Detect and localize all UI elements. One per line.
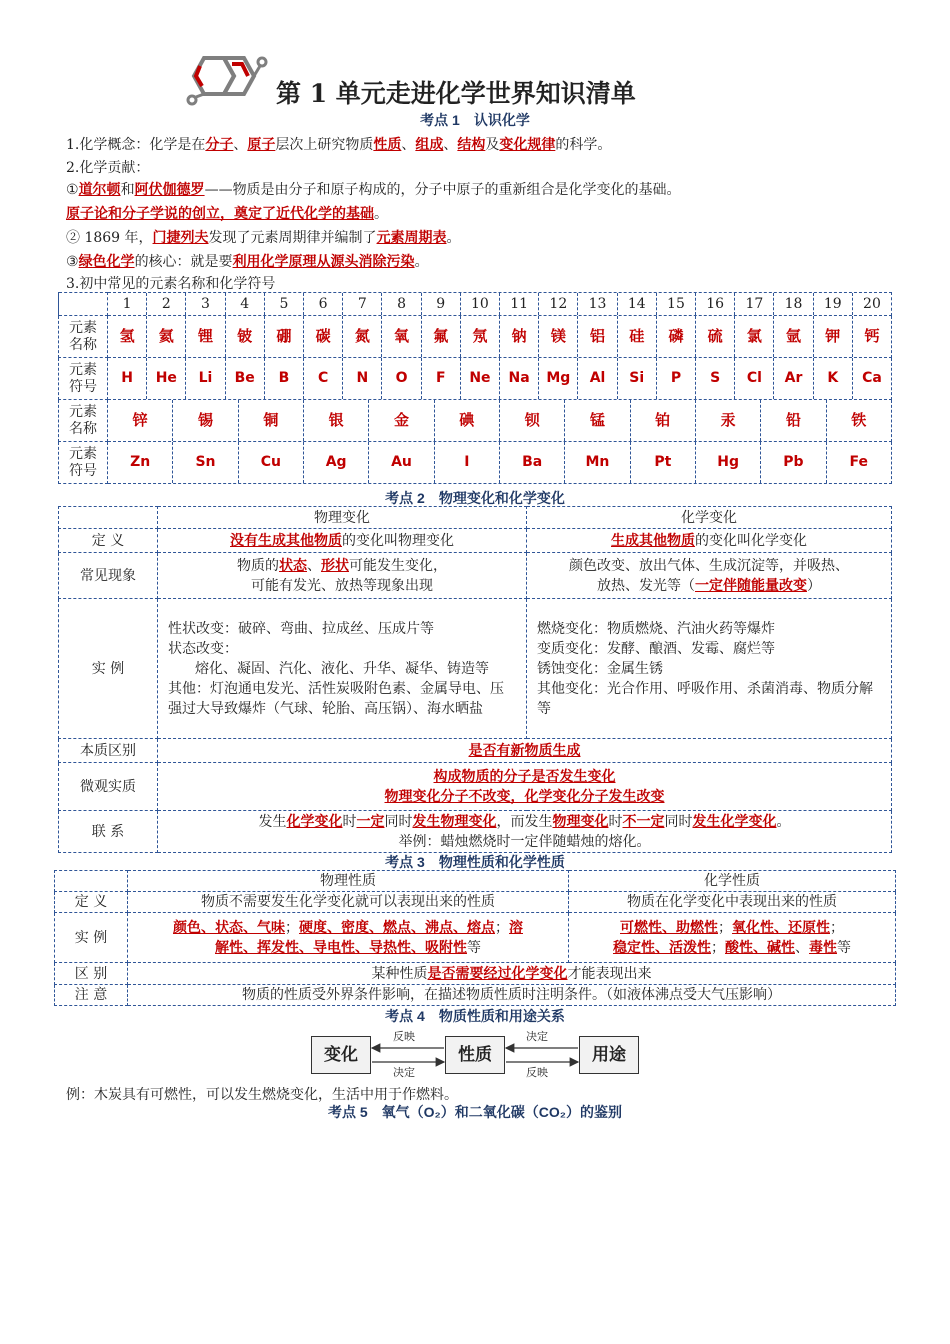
text-segment: ； (495, 919, 509, 936)
syms1-cell: H (121, 370, 133, 386)
names1-cell: 硅 (617, 316, 656, 357)
names2-cell: 汞 (695, 400, 760, 441)
numrow-cell: 15 (656, 293, 695, 315)
property-table (54, 870, 896, 1006)
text-segment: 时 (608, 813, 623, 830)
section-title-5: 考点 5 氧气（O₂）和二氧化碳（CO₂）的鉴别 (327, 1104, 622, 1120)
text-segment: 酸性、碱性 (725, 939, 795, 956)
box-use: 用途 (579, 1036, 639, 1074)
text-segment: 利用化学原理从源头消除污染 (232, 254, 415, 270)
numrow-cell: 16 (695, 293, 734, 315)
row-label: 元素 符号 (59, 358, 108, 400)
def-chem (527, 529, 892, 553)
syms1-cell: P (656, 358, 695, 399)
syms2-cell: Cu (238, 442, 303, 483)
label: 本质区别 (59, 739, 158, 763)
syms2-cell: Hg (695, 442, 760, 483)
names2-cell: 碘 (434, 400, 499, 441)
numrow-cell: 17 (734, 293, 773, 315)
text-segment: ——物质是由分子和原子构成的，分子中原子的重新组合是化学变化的基础。 (204, 182, 681, 198)
phen-phys: 物质的状态、形状可能发生变化， 可能有发光、放热等现象出现 (158, 553, 527, 599)
syms1-cell: Ca (852, 358, 891, 399)
syms2-cell: Pt (630, 442, 695, 483)
syms1-cell: Si (617, 358, 656, 399)
label-decide: 决定 (526, 1030, 548, 1043)
line-3 (66, 179, 681, 199)
names2-cell: 铜 (238, 400, 303, 441)
names2-cell: 锡 (172, 400, 237, 441)
text-segment: ； (718, 919, 732, 936)
page-title: 第 1 单元走进化学世界知识清单 (276, 79, 636, 108)
text-segment: 时 (342, 813, 357, 830)
numrow-cell: 13 (577, 293, 616, 315)
box-property: 性质 (445, 1036, 505, 1074)
text-segment: 、 (307, 557, 321, 574)
names1-cell: 氟 (421, 316, 460, 357)
numrow-cell: 10 (460, 293, 499, 315)
syms2-cell: Mn (564, 442, 629, 483)
text-segment: ① (66, 182, 79, 198)
names1-cell: 氦 (146, 316, 185, 357)
label-decide: 决定 (393, 1066, 415, 1079)
numrow-cell: 11 (499, 293, 538, 315)
label-reflect: 反映 (393, 1030, 415, 1043)
text-segment: 没有生成其他物质 (230, 532, 342, 549)
names1-cell: 硫 (695, 316, 734, 357)
names1-cell: 硼 (264, 316, 303, 357)
numrow-cell: 3 (185, 293, 224, 315)
names2-cell: 铂 (630, 400, 695, 441)
text-segment: 物质的 (237, 557, 279, 574)
numrow-cell: 2 (146, 293, 185, 315)
text-segment: 的变化叫物理变化 (342, 532, 454, 549)
names1-cell: 钠 (499, 316, 538, 357)
numrow-cell: 9 (421, 293, 460, 315)
text-segment: ； (711, 939, 725, 956)
syms2-cell: Fe (826, 442, 891, 483)
numrow-cell: 4 (225, 293, 264, 315)
element-number-row (59, 293, 892, 316)
text-segment: 阿伏伽德罗 (134, 182, 205, 198)
text-segment: 。 (414, 254, 429, 270)
section-title-4: 考点 4 物质性质和用途关系 (385, 1008, 565, 1024)
text-segment: 分子 (205, 137, 234, 153)
text-segment: 绿色化学 (78, 254, 135, 270)
text-segment: 溶 (509, 919, 523, 936)
text-segment: 同时 (384, 813, 413, 830)
text-segment: 道尔顿 (78, 182, 121, 198)
text-segment: 同时 (664, 813, 693, 830)
text-segment: 形状 (321, 557, 349, 574)
syms1-cell: B (264, 358, 303, 399)
syms2-cell: Ag (303, 442, 368, 483)
text-segment: 发生 (258, 813, 287, 830)
names1-cell: 镁 (538, 316, 577, 357)
k4-example: 例：木炭具有可燃性，可以发生燃烧变化，生活中用于作燃料。 (66, 1087, 458, 1103)
numrow-cell: 6 (303, 293, 342, 315)
text-segment: 可燃性、助燃性 (620, 919, 718, 936)
link: 发生化学变化时一定同时发生物理变化，而发生物理变化时不一定同时发生化学变化。 举例：蜡烛燃烧时一定伴随蜡烛的熔化。 (158, 811, 892, 853)
numrow-cell: 12 (538, 293, 577, 315)
syms1-cell: Mg (538, 358, 577, 399)
text-segment: ② 1869 年， (66, 230, 153, 246)
syms1-cell: Be (225, 358, 264, 399)
text-segment: 的核心：就是要 (134, 254, 233, 270)
text-segment: 发生物理变化 (412, 813, 497, 830)
line-6 (66, 251, 429, 271)
numrow-cell: 20 (852, 293, 891, 315)
row-label: 元素 名称 (59, 400, 108, 442)
note: 物质的性质受外界条件影响，在描述物质性质时注明条件。（如液体沸点受大气压影响） (128, 985, 896, 1006)
syms1-cell: Na (499, 358, 538, 399)
syms1-cell: C (303, 358, 342, 399)
text-segment: 的科学。 (555, 137, 612, 153)
text-segment: 、 (233, 137, 248, 153)
text-segment: 放热、发光等（ (597, 577, 695, 594)
text-segment: 、 (401, 137, 416, 153)
text-segment: 硬度、密度、燃点、沸点、熔点 (299, 919, 495, 936)
names1-cell: 氯 (734, 316, 773, 357)
def-chem: 物质在化学变化中表现出来的性质 (569, 892, 896, 913)
label: 常见现象 (59, 553, 158, 599)
names1-cell: 氖 (460, 316, 499, 357)
syms1-cell: Ar (773, 358, 812, 399)
numrow-cell: 1 (122, 296, 132, 312)
syms2-cell: Au (368, 442, 433, 483)
text-segment: 及 (485, 137, 500, 153)
numrow-cell: 7 (342, 293, 381, 315)
header-phys: 物理性质 (128, 871, 569, 892)
def-phys (158, 529, 527, 553)
syms2-cell: I (434, 442, 499, 483)
text-segment: 门捷列夫 (152, 230, 209, 246)
text-segment: 可能发生变化， (349, 557, 447, 574)
diff (128, 963, 896, 985)
element-table (58, 292, 892, 484)
header-chem: 化学变化 (527, 507, 892, 529)
text-segment: 结构 (457, 137, 486, 153)
micro: 构成物质的分子是否发生变化 物理变化分子不改变，化学变化分子发生改变 (158, 763, 892, 811)
syms1-cell: O (381, 358, 420, 399)
label: 联 系 (59, 811, 158, 853)
text-segment: 等 (467, 939, 481, 956)
syms1-cell: N (342, 358, 381, 399)
text-segment: 层次上研究物质 (275, 137, 374, 153)
text-segment: 某种性质 (371, 965, 428, 982)
text-segment: 是否需要经过化学变化 (427, 965, 568, 982)
text-segment: 变化规律 (499, 137, 556, 153)
text-segment: 颜色、状态、气味 (173, 919, 285, 936)
text-segment: 解性、挥发性、导电性、导热性、吸附性 (215, 939, 467, 956)
text-segment: ； (285, 919, 299, 936)
names1-cell: 碳 (303, 316, 342, 357)
names1-cell: 氧 (381, 316, 420, 357)
syms1-cell: S (695, 358, 734, 399)
text-segment: 1.化学概念：化学是在 (66, 137, 206, 153)
header-chem: 化学性质 (569, 871, 896, 892)
names1-cell: 磷 (656, 316, 695, 357)
text-segment: 生成其他物质 (611, 532, 695, 549)
label: 定 义 (59, 529, 158, 553)
names2-cell: 钡 (499, 400, 564, 441)
text-segment: 。 (446, 230, 461, 246)
numrow-cell: 19 (813, 293, 852, 315)
essence: 是否有新物质生成 (158, 739, 892, 763)
section-title-2: 考点 2 物理变化和化学变化 (385, 490, 565, 506)
text-segment: 、 (795, 939, 809, 956)
text-segment: 状态 (279, 557, 307, 574)
names2-cell: 银 (303, 400, 368, 441)
names1-cell: 钙 (852, 316, 891, 357)
label: 实 例 (59, 599, 158, 739)
numrow-cell: 8 (381, 293, 420, 315)
text-segment: 发生化学变化 (692, 813, 777, 830)
ex-phys: 性状改变：破碎、弯曲、拉成丝、压成片等 状态改变： 熔化、凝固、汽化、液化、升华、凝华、铸造等 其他：灯泡通电发光、活性炭吸附色素、金属导电、压强过大导致爆炸（气球、轮胎、高压锅）、海水晒盐 (158, 599, 527, 739)
names1-cell: 锂 (185, 316, 224, 357)
syms2-cell: Ba (499, 442, 564, 483)
header-phys: 物理变化 (158, 507, 527, 529)
numrow-cell: 14 (617, 293, 656, 315)
names1-cell: 氩 (773, 316, 812, 357)
line-4 (66, 203, 388, 223)
text-segment: ③ (66, 254, 79, 270)
line-7: 3.初中常见的元素名称和化学符号 (66, 276, 276, 292)
text-segment: 物理变化 (552, 813, 609, 830)
names1-cell: 氮 (342, 316, 381, 357)
syms1-cell: F (421, 358, 460, 399)
text-segment: 化学变化 (286, 813, 343, 830)
text-segment: 毒性 (809, 939, 837, 956)
text-segment: 。 (776, 813, 791, 830)
syms1-cell: Li (185, 358, 224, 399)
names2-cell: 锌 (132, 411, 148, 429)
names1-cell: 氢 (119, 327, 135, 345)
text-segment: 一定伴随能量改变 (695, 577, 807, 594)
line-5 (66, 227, 461, 247)
label-reflect: 反映 (526, 1066, 548, 1079)
text-segment: 组成 (415, 137, 444, 153)
text-segment: 元素周期表 (376, 230, 447, 246)
names1-cell: 钾 (813, 316, 852, 357)
text-segment: 不一定 (622, 813, 665, 830)
box-change: 变化 (311, 1036, 371, 1074)
syms1-cell: Al (577, 358, 616, 399)
section-title-3: 考点 3 物理性质和化学性质 (385, 854, 565, 870)
label: 实 例 (55, 913, 128, 963)
text-segment: 才能表现出来 (567, 965, 652, 982)
row-label: 元素 名称 (59, 316, 108, 358)
text-segment: 原子 (247, 137, 276, 153)
row-label: 元素 符号 (59, 442, 108, 484)
names1-cell: 铝 (577, 316, 616, 357)
text-segment: 氧化性、还原性 (732, 919, 830, 936)
line-1 (66, 134, 611, 154)
syms1-cell: Ne (460, 358, 499, 399)
names2-cell: 锰 (564, 400, 629, 441)
text-segment: 的变化叫化学变化 (695, 532, 807, 549)
syms2-cell: Zn (130, 454, 151, 470)
line-2: 2.化学贡献： (66, 160, 150, 176)
syms1-cell: Cl (734, 358, 773, 399)
text-segment: 、 (443, 137, 458, 153)
text-segment: 稳定性、活泼性 (613, 939, 711, 956)
text-segment: 原子论和分子学说的创立，奠定了近代化学的基础 (66, 206, 374, 222)
text-segment: 发现了元素周期律并编制了 (208, 230, 377, 246)
numrow-cell: 18 (773, 293, 812, 315)
syms2-cell: Sn (172, 442, 237, 483)
phen-chem: 颜色改变、放出气体、生成沉淀等，并吸热、 放热、发光等（一定伴随能量改变） (527, 553, 892, 599)
text-segment: ） (807, 577, 821, 594)
names2-cell: 金 (368, 400, 433, 441)
numrow-cell: 5 (264, 293, 303, 315)
names2-cell: 铁 (826, 400, 891, 441)
text-segment: ； (830, 919, 844, 936)
benzene-logo (178, 52, 274, 114)
names2-cell: 铅 (760, 400, 825, 441)
ex-chem (569, 913, 896, 963)
label: 注 意 (55, 985, 128, 1006)
label: 微观实质 (59, 763, 158, 811)
ex-chem: 燃烧变化：物质燃烧、汽油火药等爆炸 变质变化：发酵、酿酒、发霉、腐烂等 锈蚀变化：金属生锈 其他变化：光合作用、呼吸作用、杀菌消毒、物质分解等 (527, 599, 892, 739)
ex-phys (128, 913, 569, 963)
label: 定 义 (55, 892, 128, 913)
text-segment: ，而发生 (496, 813, 553, 830)
label: 区 别 (55, 963, 128, 985)
text-segment: 。 (374, 206, 388, 222)
section-title-1: 考点 1 认识化学 (420, 112, 530, 128)
names1-cell: 铍 (225, 316, 264, 357)
def-phys: 物质不需要发生化学变化就可以表现出来的性质 (128, 892, 569, 913)
text-segment: 和 (120, 182, 135, 198)
text-segment: 一定 (356, 813, 385, 830)
text-segment: 性质 (373, 137, 402, 153)
syms1-cell: He (146, 358, 185, 399)
change-table (58, 506, 892, 853)
text-segment: 等 (837, 939, 851, 956)
syms2-cell: Pb (760, 442, 825, 483)
syms1-cell: K (813, 358, 852, 399)
